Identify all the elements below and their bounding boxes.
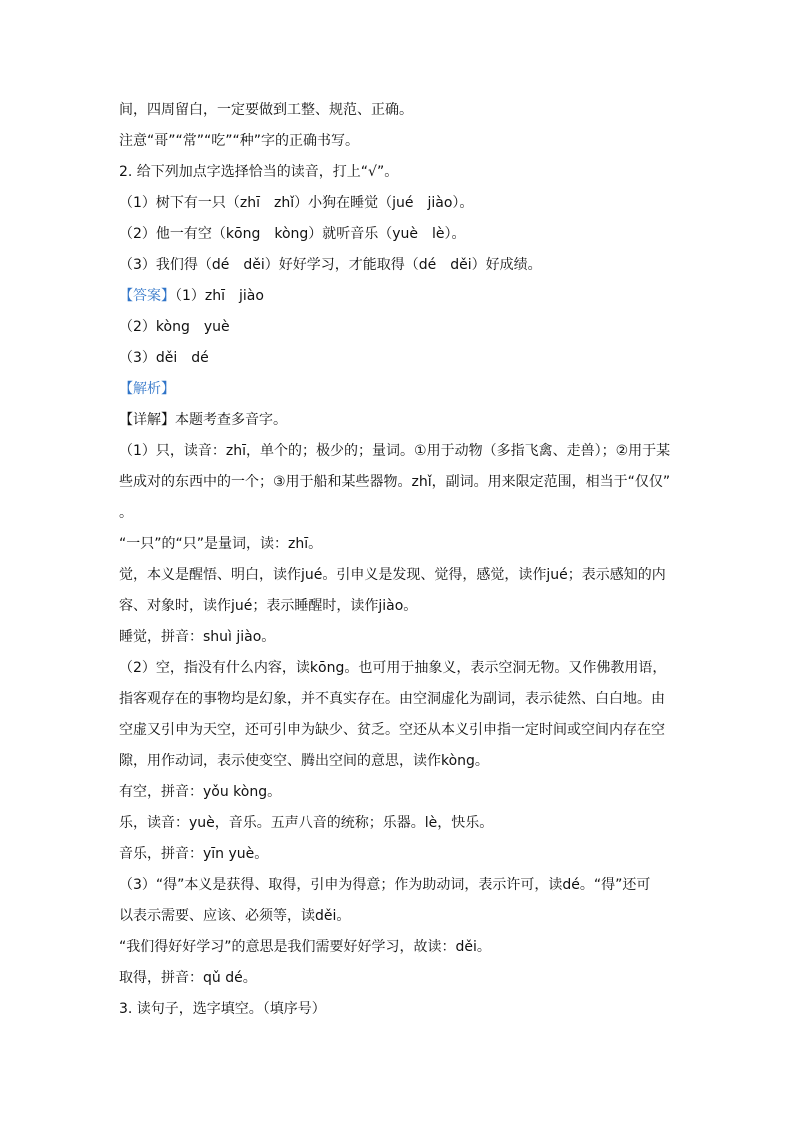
text-line: 容、对象时，读作jué；表示睡醒时，读作jiào。 bbox=[119, 598, 418, 614]
text-line: （1）只，读音：zhī，单个的；极少的；量词。①用于动物（多指飞禽、走兽）；②用于某 bbox=[119, 443, 671, 459]
text-line: 隙，用作动词，表示使变空、腾出空间的意思，读作kòng。 bbox=[119, 753, 489, 769]
text-line: 间，四周留白，一定要做到工整、规范、正确。 bbox=[119, 102, 413, 118]
text-line: 。 bbox=[119, 505, 133, 521]
text-line: “一只”的“只”是量词，读：zhī。 bbox=[119, 536, 323, 552]
text-line: 有空，拼音：yǒu kòng。 bbox=[119, 784, 282, 800]
text-line: 指客观存在的事物均是幻象，并不真实存在。由空洞虚化为副词，表示徒然、白白地。由 bbox=[119, 691, 665, 707]
text-line: 以表示需要、应该、必须等，读děi。 bbox=[119, 908, 351, 924]
answer-line-2: （2）kòng yuè bbox=[119, 319, 230, 335]
text-line: 觉，本义是醒悟、明白，读作jué。引申义是发现、觉得，感觉，读作jué；表示感知的内 bbox=[119, 567, 666, 583]
text-line: 些成对的东西中的一个；③用于船和某些器物。zhǐ，副词。用来限定范围，相当于“仅仅” bbox=[119, 474, 671, 490]
answer-tag: 【答案】 bbox=[119, 288, 175, 304]
analysis-heading bbox=[119, 379, 679, 399]
detail-text: 本题考查多音字。 bbox=[175, 412, 287, 428]
question-2-item-3: （3）我们得（dé děi）好好学习，才能取得（dé děi）好成绩。 bbox=[119, 257, 542, 273]
answer-text: （1）zhī jiào bbox=[175, 288, 264, 304]
text-line: “我们得好好学习”的意思是我们需要好好学习，故读：děi。 bbox=[119, 939, 491, 955]
text-line: （2）空，指没有什么内容，读kōng。也可用于抽象义，表示空洞无物。又作佛教用语， bbox=[119, 660, 667, 676]
answer-line-3: （3）děi dé bbox=[119, 350, 209, 366]
question-2-title: 2. 给下列加点字选择恰当的读音，打上“√”。 bbox=[119, 164, 399, 180]
document-page bbox=[119, 100, 679, 1030]
question-2-item-2: （2）他一有空（kōng kòng）就听音乐（yuè lè）。 bbox=[119, 226, 466, 242]
detail-tag: 【详解】 bbox=[119, 412, 175, 428]
text-line: （3）“得”本义是获得、取得，引申为得意；作为助动词，表示许可，读dé。“得”还可 bbox=[119, 877, 651, 893]
text-line: 音乐，拼音：yīn yuè。 bbox=[119, 846, 269, 862]
question-2-item-1: （1）树下有一只（zhī zhǐ）小狗在睡觉（jué jiào）。 bbox=[119, 195, 474, 211]
text-line: 睡觉，拼音：shuì jiào。 bbox=[119, 629, 276, 645]
text-line: 注意“哥”“常”“吃”“种”字的正确书写。 bbox=[119, 133, 360, 149]
question-3-title: 3. 读句子，选字填空。（填序号） bbox=[119, 1001, 326, 1017]
detail-line bbox=[119, 410, 679, 430]
text-line: 空虚又引申为天空，还可引申为缺少、贫乏。空还从本义引申指一定时间或空间内存在空 bbox=[119, 722, 665, 738]
text-line: 取得，拼音：qǔ dé。 bbox=[119, 970, 257, 986]
analysis-tag: 【解析】 bbox=[119, 381, 175, 397]
text-line: 乐，读音：yuè，音乐。五声八音的统称；乐器。lè，快乐。 bbox=[119, 815, 494, 831]
answer-line-1 bbox=[119, 286, 679, 306]
